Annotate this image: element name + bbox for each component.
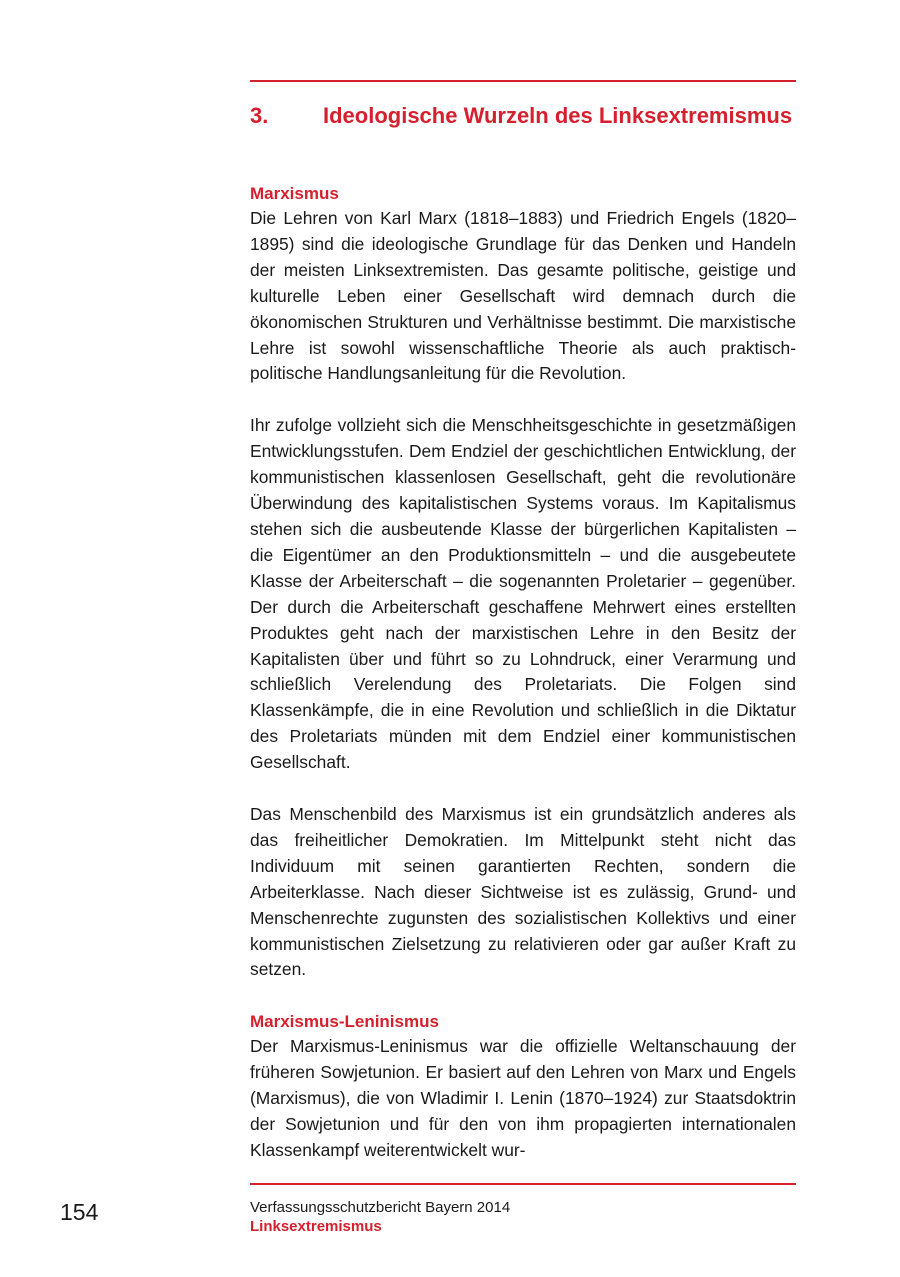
paragraph: Das Menschenbild des Marxismus ist ein grundsätzlich anderes als das freiheitlicher Demokratien. Im Mittelpunkt steht nicht das Individuum mit seinen garantierten Rechten, sondern die Arbeiterklasse. Nach dieser Sichtweise ist es zulässig, Grund- und Menschenrechte zugunsten des sozialistischen Kollektivs und einer kommunistischen Zielsetzung zu relativieren oder gar außer Kraft zu setzen. [250, 804, 796, 980]
bottom-rule [250, 1183, 796, 1185]
section-heading: Marxismus [250, 184, 339, 203]
paragraph: Die Lehren von Karl Marx (1818–1883) und Friedrich Engels (1820–1895) sind die ideologische Grundlage für das Denken und Handeln der meisten Linksextremisten. Das gesamte politische, geistige und kulturelle Leben einer Gesellschaft wird demnach durch die ökonomischen Strukturen und Verhältnisse bestimmt. Die marxistische Lehre ist sowohl wissenschaftliche Theorie als auch praktisch-politische Handlungsanleitung für die Revolution. [250, 208, 796, 384]
main-content [250, 181, 796, 1164]
top-rule [250, 80, 796, 82]
chapter-title: Ideologische Wurzeln des Linksextremismus [323, 103, 793, 128]
footer-section: Linksextremismus [250, 1218, 382, 1235]
paragraph: Der Marxismus-Leninismus war die offizielle Weltanschauung der früheren Sowjetunion. Er basiert auf den Lehren von Marx und Engels (Marxismus), die von Wladimir I. Lenin (1870–1924) zur Staatsdoktrin der Sowjetunion und für den von ihm propagierten internationalen Klassenkampf weiterentwickelt wur- [250, 1036, 796, 1160]
page-number: 154 [60, 1199, 99, 1225]
footer-publication: Verfassungsschutzbericht Bayern 2014 [250, 1199, 511, 1216]
paragraph: Ihr zufolge vollzieht sich die Menschheitsgeschichte in gesetzmäßigen Entwicklungsstufen. Dem Endziel der geschichtlichen Entwicklung, der kommunistischen klassenlosen Gesellschaft, geht die revolutionäre Überwindung des kapitalistischen Systems voraus. Im Kapitalismus stehen sich die ausbeutende Klasse der bürgerlichen Kapitalisten – die Eigentümer an den Produktionsmitteln – und die ausgebeutete Klasse der Arbeiterschaft – die sogenannten Proletarier – gegenüber. Der durch die Arbeiterschaft geschaffene Mehrwert eines erstellten Produktes geht nach der marxistischen Lehre in den Besitz der Kapitalisten über und führt so zu Lohndruck, einer Verarmung und schließlich Verelendung des Proletariats. Die Folgen sind Klassenkämpfe, die in eine Revolution und schließlich in die Diktatur des Proletariats münden mit dem Endziel einer kommunistischen Gesellschaft. [250, 415, 796, 773]
chapter-number: 3. [250, 103, 269, 128]
section-marxismus [250, 181, 796, 983]
page-footer [250, 1198, 796, 1236]
section-marxismus-leninismus [250, 1009, 796, 1164]
section-heading: Marxismus-Leninismus [250, 1012, 439, 1032]
